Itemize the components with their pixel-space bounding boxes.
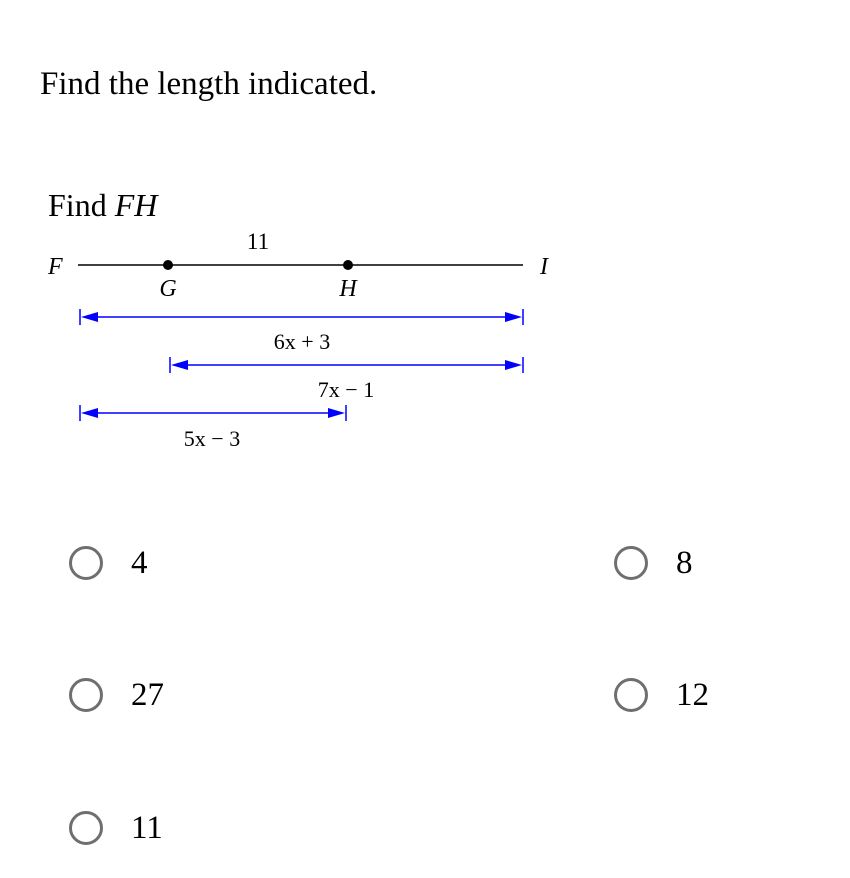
point-G [163, 260, 173, 270]
label-GH: 11 [246, 229, 270, 254]
option-label: 4 [131, 545, 148, 581]
option-label: 27 [131, 677, 164, 713]
label-G: G [159, 276, 177, 302]
question-target: FH [114, 187, 158, 223]
label-H: H [339, 276, 357, 302]
label-I: I [540, 254, 548, 280]
answer-option-27[interactable] [69, 673, 164, 717]
radio-button[interactable] [69, 678, 103, 712]
radio-button[interactable] [614, 546, 648, 580]
question-text [48, 186, 157, 224]
option-label: 8 [676, 545, 693, 581]
answer-option-11[interactable] [69, 806, 163, 850]
radio-button[interactable] [69, 811, 103, 845]
measure-label-FH: 5x − 3 [183, 426, 241, 451]
radio-button[interactable] [69, 546, 103, 580]
measure-FH [80, 405, 346, 421]
measure-FI [80, 309, 523, 325]
option-label: 12 [676, 677, 709, 713]
point-H [343, 260, 353, 270]
question-prefix: Find [48, 187, 115, 223]
label-F: F [48, 254, 63, 280]
answer-option-8[interactable] [614, 541, 693, 585]
option-label: 11 [131, 810, 163, 846]
measure-label-GI: 7x − 1 [317, 377, 375, 402]
instruction-text: Find the length indicated. [40, 66, 378, 102]
answer-option-4[interactable] [69, 541, 148, 585]
radio-button[interactable] [614, 678, 648, 712]
answer-option-12[interactable] [614, 673, 709, 717]
measure-label-FI: 6x + 3 [273, 329, 331, 354]
measure-GI [170, 357, 523, 373]
